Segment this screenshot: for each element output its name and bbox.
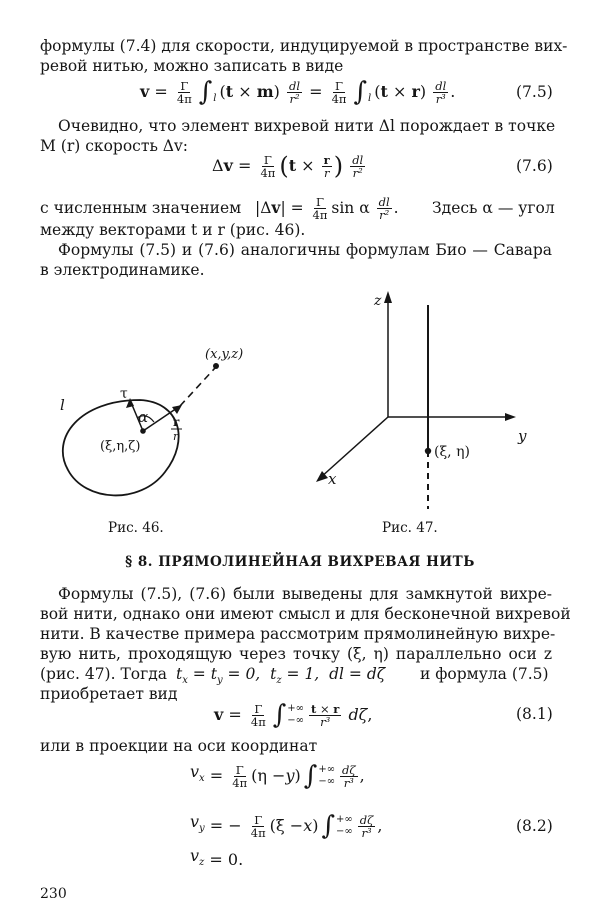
figure-46-caption: Рис. 46.: [108, 520, 164, 536]
point-label: (ξ,η,ζ): [100, 439, 141, 454]
inline-formula: $t_x = t_y = 0$, $t_z = 1$, dl = dζ: [176, 665, 386, 687]
text-line: Формулы (7.5) и (7.6) аналогичны формулам Био — Савара: [58, 241, 552, 259]
text-line: M (r) скорость Δv:: [40, 137, 188, 155]
equation-8-2-vz: $v_z$ = 0.: [190, 846, 244, 869]
x-axis: [320, 417, 388, 478]
equation-number: (8.2): [516, 817, 553, 835]
text-line: между векторами t и r (рис. 46).: [40, 221, 306, 239]
section-heading: § 8. ПРЯМОЛИНЕЙНАЯ ВИХРЕВАЯ НИТЬ: [125, 554, 475, 570]
text-line: Здесь α — угол: [432, 199, 555, 217]
field-label: (x,y,z): [205, 347, 244, 362]
equation-number: (8.1): [516, 705, 553, 723]
x-axis-label: x: [328, 470, 337, 488]
equation-8-2-vx: $v_x$ = $\frac{\Gamma}{4\pi}$ (η − y ) ∫ +∞ −∞ $\frac{d\zeta}{\text{r³}}$ ,: [190, 761, 365, 791]
text-line: приобретает вид: [40, 685, 178, 703]
y-axis-label: y: [518, 427, 527, 445]
text-line: или в проекции на оси координат: [40, 737, 318, 755]
text-line: в электродинамике.: [40, 261, 205, 279]
dashed-radius: [180, 368, 215, 406]
inline-formula: |Δ v | = $\frac{\Gamma}{4\pi}$ sin α $\frac{dl}{\text{r²}}$ .: [255, 194, 399, 222]
text-line: вую нить, проходящую через точку (ξ, η) параллельно оси z: [40, 645, 552, 663]
curve-label: l: [60, 396, 65, 414]
text-line: вой нити, однако они имеют смысл и для бесконечной вихревой: [40, 605, 571, 623]
equation-number: (7.6): [516, 157, 553, 175]
figure-46: [40, 330, 270, 520]
r-fraction-num: r: [173, 415, 180, 429]
text-line: с численным значением: [40, 199, 242, 217]
text-line: (рис. 47). Тогда: [40, 665, 168, 683]
text-line: Формулы (7.5), (7.6) были выведены для замкнутой вихре-: [58, 585, 552, 603]
tangent-label: τ: [120, 386, 128, 402]
text-line: ревой нитью, можно записать в виде: [40, 57, 344, 75]
angle-label: α: [138, 408, 149, 426]
figure-47: [300, 285, 550, 525]
page-number: 230: [40, 886, 67, 902]
equation-8-2-vy: $v_y$ = − $\frac{\Gamma}{4\pi}$ (ξ − x ) ∫ +∞ −∞ $\frac{d\zeta}{\text{r³}}$ ,: [190, 811, 383, 841]
filament-point: [425, 448, 431, 454]
text-line: и формула (7.5): [420, 665, 549, 683]
equation-8-1: v = $\frac{\Gamma}{4\pi}$ ∫ +∞ −∞ $\frac{t \times r}{\text{r³}}$ dζ ,: [214, 700, 373, 730]
equation-7-6: Δ v = $\frac{\Gamma}{4\pi}$ ( t × $\frac{r}{r}$ ) $\frac{dl}{\text{r²}}$: [212, 152, 364, 180]
text-line: Очевидно, что элемент вихревой нити Δl порождает в точке: [58, 117, 556, 135]
point-label: (ξ, η): [434, 444, 470, 460]
source-point: [140, 428, 146, 434]
r-fraction-den: r: [173, 430, 179, 443]
figure-47-caption: Рис. 47.: [382, 520, 438, 536]
text-line: формулы (7.4) для скорости, индуцируемой в пространстве вих-: [40, 37, 568, 55]
equation-number: (7.5): [516, 83, 553, 101]
equation-7-5: v = $\frac{\Gamma}{4\pi}$ ∫ l ( t × m ) $\frac{dl}{\text{r²}}$ = $\frac{\Gamma}{4\pi}$ ∫ l ( t × r ) $\frac{dl}{\text{r³}}$ .: [140, 77, 456, 107]
text-line: нити. В качестве примера рассмотрим прямолинейную вихре-: [40, 625, 556, 643]
z-axis-label: z: [374, 293, 382, 309]
field-point: [213, 363, 219, 369]
